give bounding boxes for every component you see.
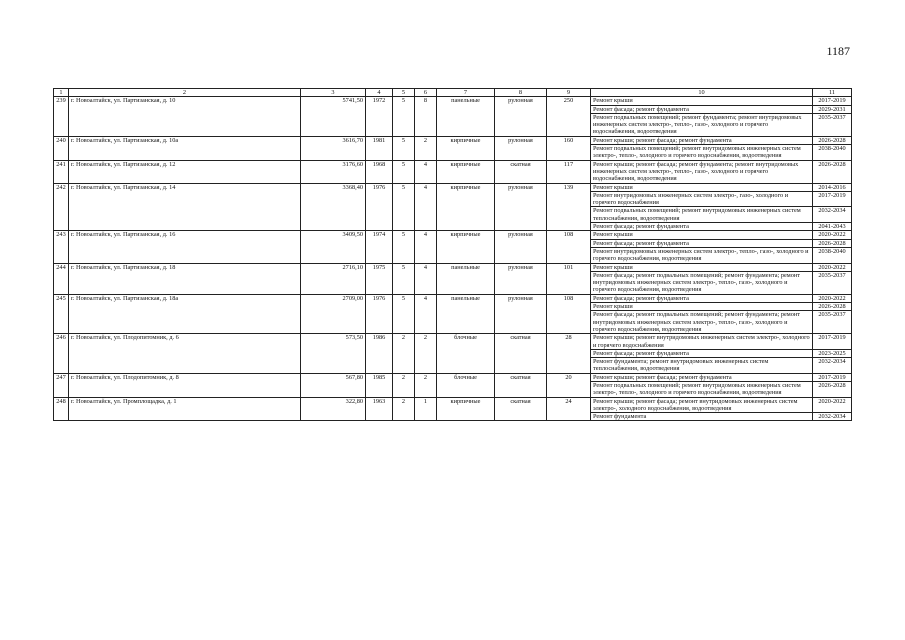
cell-period: 2017-2019 xyxy=(813,191,852,207)
cell-work-type: Ремонт крыши xyxy=(591,183,813,191)
cell-work-type: Ремонт крыши; ремонт фасада; ремонт фундамента xyxy=(591,136,813,144)
cell-row-number: 241 xyxy=(54,160,69,183)
cell-address: г. Новоалтайск, ул. Партизанская, д. 12 xyxy=(69,160,301,183)
cell-area: 3368,40 xyxy=(301,183,366,231)
cell-work-type: Ремонт крыши; ремонт фасада; ремонт фундамента; ремонт внутридомовых инженерных систем электро-, тепло-, газо-, холодного и горячего водоснабжения, водоотведения xyxy=(591,160,813,183)
cell-period: 2026-2028 xyxy=(813,160,852,183)
cell-address: г. Новоалтайск, ул. Партизанская, д. 10 xyxy=(69,97,301,136)
cell-residents: 28 xyxy=(547,334,591,373)
table-row xyxy=(54,373,852,381)
cell-work-type: Ремонт подвальных помещений; ремонт внутридомовых инженерных систем электро-, тепло-, холодного и горячего водоснабжения, водоотведения xyxy=(591,381,813,397)
cell-floors: 5 xyxy=(393,160,415,183)
column-number-row xyxy=(54,89,852,97)
cell-period: 2035-2037 xyxy=(813,311,852,334)
cell-floors: 2 xyxy=(393,334,415,373)
cell-roof-type: рулонная xyxy=(495,294,547,333)
cell-period: 2026-2028 xyxy=(813,381,852,397)
cell-floors: 5 xyxy=(393,97,415,136)
cell-work-type: Ремонт крыши xyxy=(591,263,813,271)
cell-period: 2032-2034 xyxy=(813,207,852,223)
cell-entrances: 4 xyxy=(415,231,437,263)
cell-year-built: 1985 xyxy=(366,373,393,397)
cell-residents: 108 xyxy=(547,231,591,263)
cell-row-number: 246 xyxy=(54,334,69,373)
cell-work-type: Ремонт крыши xyxy=(591,97,813,105)
column-number: 1 xyxy=(54,89,69,97)
table-row xyxy=(54,334,852,350)
table-row xyxy=(54,231,852,239)
cell-roof-type: рулонная xyxy=(495,231,547,263)
cell-period: 2041-2043 xyxy=(813,223,852,231)
page-number: 1187 xyxy=(826,44,850,58)
cell-period: 2014-2016 xyxy=(813,183,852,191)
cell-row-number: 243 xyxy=(54,231,69,263)
cell-residents: 108 xyxy=(547,294,591,333)
cell-row-number: 239 xyxy=(54,97,69,136)
cell-work-type: Ремонт внутридомовых инженерных систем электро-, тепло-, газо-, холодного и горячего водоснабжения, водоотведения xyxy=(591,247,813,263)
cell-wall-material: кирпичные xyxy=(437,160,495,183)
cell-floors: 2 xyxy=(393,373,415,397)
cell-work-type: Ремонт фундамента xyxy=(591,413,813,421)
cell-roof-type: рулонная xyxy=(495,97,547,136)
cell-year-built: 1963 xyxy=(366,397,393,421)
cell-work-type: Ремонт фасада; ремонт фундамента xyxy=(591,239,813,247)
cell-work-type: Ремонт фасада; ремонт фундамента xyxy=(591,223,813,231)
column-number: 5 xyxy=(393,89,415,97)
cell-residents: 139 xyxy=(547,183,591,231)
cell-period: 2017-2019 xyxy=(813,334,852,350)
cell-row-number: 244 xyxy=(54,263,69,294)
cell-floors: 2 xyxy=(393,397,415,421)
cell-entrances: 4 xyxy=(415,160,437,183)
cell-residents: 117 xyxy=(547,160,591,183)
cell-row-number: 245 xyxy=(54,294,69,333)
table-row xyxy=(54,183,852,191)
cell-period: 2026-2028 xyxy=(813,303,852,311)
cell-residents: 160 xyxy=(547,136,591,160)
cell-roof-type: скатная xyxy=(495,334,547,373)
cell-floors: 5 xyxy=(393,231,415,263)
cell-year-built: 1972 xyxy=(366,97,393,136)
cell-area: 567,80 xyxy=(301,373,366,397)
cell-residents: 101 xyxy=(547,263,591,294)
cell-year-built: 1976 xyxy=(366,294,393,333)
cell-area: 3409,50 xyxy=(301,231,366,263)
cell-row-number: 240 xyxy=(54,136,69,160)
column-number: 8 xyxy=(495,89,547,97)
cell-period: 2020-2022 xyxy=(813,397,852,413)
table-row xyxy=(54,263,852,271)
cell-work-type: Ремонт крыши; ремонт фасада; ремонт фундамента xyxy=(591,373,813,381)
cell-roof-type: рулонная xyxy=(495,183,547,231)
column-number: 10 xyxy=(591,89,813,97)
cell-area: 3176,60 xyxy=(301,160,366,183)
table-row xyxy=(54,294,852,302)
cell-entrances: 4 xyxy=(415,183,437,231)
cell-period: 2026-2028 xyxy=(813,239,852,247)
cell-work-type: Ремонт внутридомовых инженерных систем электро-, газо-, холодного и горячего водоснабжения xyxy=(591,191,813,207)
table-row xyxy=(54,397,852,413)
cell-residents: 250 xyxy=(547,97,591,136)
cell-period: 2023-2025 xyxy=(813,349,852,357)
cell-wall-material: блочные xyxy=(437,373,495,397)
table-row xyxy=(54,160,852,183)
cell-period: 2029-2031 xyxy=(813,105,852,113)
cell-period: 2017-2019 xyxy=(813,97,852,105)
cell-period: 2035-2037 xyxy=(813,271,852,294)
cell-work-type: Ремонт фасада; ремонт подвальных помещений; ремонт фундамента; ремонт внутридомовых инженерных систем электро-, тепло-, газо-, холодного и горячего водоснабжения, водоотведения xyxy=(591,271,813,294)
cell-floors: 5 xyxy=(393,183,415,231)
cell-row-number: 248 xyxy=(54,397,69,421)
cell-period: 2017-2019 xyxy=(813,373,852,381)
cell-work-type: Ремонт фасада; ремонт подвальных помещений; ремонт фундамента; ремонт внутридомовых инженерных систем электро-, тепло-, газо-, холодного и горячего водоснабжения, водоотведения xyxy=(591,311,813,334)
column-number: 3 xyxy=(301,89,366,97)
cell-address: г. Новоалтайск, ул. Партизанская, д. 10а xyxy=(69,136,301,160)
cell-roof-type: скатная xyxy=(495,397,547,421)
cell-address: г. Новоалтайск, ул. Плодопитомник, д. 6 xyxy=(69,334,301,373)
repair-schedule-table xyxy=(53,88,852,421)
cell-entrances: 2 xyxy=(415,373,437,397)
cell-period: 2026-2028 xyxy=(813,136,852,144)
column-number: 6 xyxy=(415,89,437,97)
cell-address: г. Новоалтайск, ул. Партизанская, д. 18а xyxy=(69,294,301,333)
cell-area: 3616,70 xyxy=(301,136,366,160)
cell-work-type: Ремонт фасада; ремонт фундамента xyxy=(591,105,813,113)
cell-year-built: 1976 xyxy=(366,183,393,231)
cell-period: 2035-2037 xyxy=(813,113,852,136)
cell-area: 322,80 xyxy=(301,397,366,421)
cell-year-built: 1968 xyxy=(366,160,393,183)
cell-work-type: Ремонт крыши xyxy=(591,303,813,311)
cell-address: г. Новоалтайск, ул. Партизанская, д. 18 xyxy=(69,263,301,294)
cell-address: г. Новоалтайск, ул. Партизанская, д. 14 xyxy=(69,183,301,231)
cell-roof-type: рулонная xyxy=(495,136,547,160)
cell-wall-material: панельные xyxy=(437,97,495,136)
cell-wall-material: блочные xyxy=(437,334,495,373)
cell-work-type: Ремонт подвальных помещений; ремонт внутридомовых инженерных систем теплоснабжения, водоотведения xyxy=(591,207,813,223)
cell-area: 573,50 xyxy=(301,334,366,373)
cell-work-type: Ремонт фасада; ремонт фундамента xyxy=(591,294,813,302)
column-number: 2 xyxy=(69,89,301,97)
cell-wall-material: кирпичные xyxy=(437,183,495,231)
cell-entrances: 2 xyxy=(415,334,437,373)
cell-year-built: 1974 xyxy=(366,231,393,263)
cell-address: г. Новоалтайск, ул. Партизанская, д. 16 xyxy=(69,231,301,263)
cell-period: 2038-2040 xyxy=(813,145,852,161)
cell-row-number: 247 xyxy=(54,373,69,397)
column-number: 11 xyxy=(813,89,852,97)
cell-wall-material: кирпичные xyxy=(437,231,495,263)
cell-work-type: Ремонт подвальных помещений; ремонт внутридомовых инженерных систем электро-, тепло-, холодного и горячего водоснабжения, водоотведения xyxy=(591,145,813,161)
cell-entrances: 4 xyxy=(415,263,437,294)
cell-floors: 5 xyxy=(393,136,415,160)
cell-area: 2716,10 xyxy=(301,263,366,294)
cell-work-type: Ремонт подвальных помещений; ремонт фундамента; ремонт внутридомовых инженерных систем электро-, тепло-, газо-, холодного и горячего водоснабжения, водоотведения xyxy=(591,113,813,136)
cell-year-built: 1981 xyxy=(366,136,393,160)
cell-wall-material: кирпичные xyxy=(437,136,495,160)
cell-entrances: 4 xyxy=(415,294,437,333)
cell-period: 2020-2022 xyxy=(813,231,852,239)
cell-work-type: Ремонт крыши; ремонт фасада; ремонт внутридомовых инженерных систем электро-, холодного водоснабжения, водоотведения xyxy=(591,397,813,413)
cell-wall-material: панельные xyxy=(437,294,495,333)
column-number: 4 xyxy=(366,89,393,97)
cell-roof-type: скатная xyxy=(495,160,547,183)
table-row xyxy=(54,136,852,144)
cell-floors: 5 xyxy=(393,294,415,333)
cell-period: 2032-2034 xyxy=(813,358,852,374)
cell-floors: 5 xyxy=(393,263,415,294)
table-row xyxy=(54,97,852,105)
cell-address: г. Новоалтайск, ул. Плодопитомник, д. 8 xyxy=(69,373,301,397)
cell-roof-type: скатная xyxy=(495,373,547,397)
cell-year-built: 1975 xyxy=(366,263,393,294)
cell-address: г. Новоалтайск, ул. Промплощадка, д. 1 xyxy=(69,397,301,421)
column-number: 9 xyxy=(547,89,591,97)
cell-year-built: 1986 xyxy=(366,334,393,373)
cell-residents: 24 xyxy=(547,397,591,421)
cell-entrances: 8 xyxy=(415,97,437,136)
cell-work-type: Ремонт крыши; ремонт внутридомовых инженерных систем электро-, холодного и горячего водоснабжения xyxy=(591,334,813,350)
cell-area: 5741,50 xyxy=(301,97,366,136)
cell-roof-type: рулонная xyxy=(495,263,547,294)
cell-area: 2709,00 xyxy=(301,294,366,333)
cell-work-type: Ремонт фундамента; ремонт внутридомовых инженерных систем теплоснабжения, водоотведения xyxy=(591,358,813,374)
cell-wall-material: панельные xyxy=(437,263,495,294)
cell-row-number: 242 xyxy=(54,183,69,231)
cell-work-type: Ремонт крыши xyxy=(591,231,813,239)
cell-work-type: Ремонт фасада; ремонт фундамента xyxy=(591,349,813,357)
cell-period: 2020-2022 xyxy=(813,294,852,302)
cell-period: 2038-2040 xyxy=(813,247,852,263)
column-number: 7 xyxy=(437,89,495,97)
cell-residents: 20 xyxy=(547,373,591,397)
cell-wall-material: кирпичные xyxy=(437,397,495,421)
cell-period: 2020-2022 xyxy=(813,263,852,271)
cell-entrances: 1 xyxy=(415,397,437,421)
cell-entrances: 2 xyxy=(415,136,437,160)
cell-period: 2032-2034 xyxy=(813,413,852,421)
